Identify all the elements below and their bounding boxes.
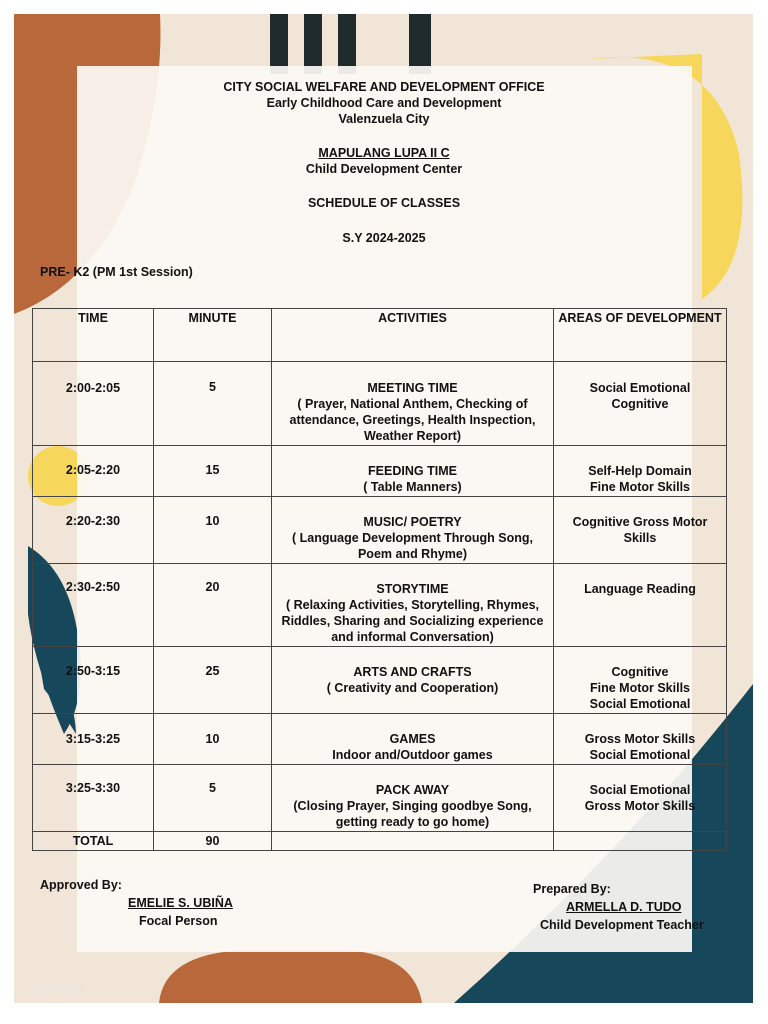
minute-cell: 25 (154, 647, 272, 714)
minute-cell: 10 (154, 714, 272, 765)
total-minutes: 90 (154, 832, 272, 851)
minute-cell: 15 (154, 446, 272, 497)
minute-cell: 5 (154, 765, 272, 832)
area-item: Social Emotional (589, 697, 691, 711)
area-item: Fine Motor Skills (589, 681, 690, 695)
time-cell: 2:20-2:30 (33, 497, 154, 564)
areas-cell (554, 647, 727, 714)
activity-title: FEEDING TIME (368, 464, 457, 478)
area-item: Gross Motor Skills (584, 732, 696, 746)
areas-cell (554, 714, 727, 765)
activity-title: PACK AWAY (375, 783, 450, 797)
header-minute: MINUTE (154, 309, 272, 362)
area-item: Cognitive (611, 665, 669, 679)
activity-detail: ( Relaxing Activities, Storytelling, Rhymes, Riddles, Sharing and Socializing experience and informal Conversation) (281, 598, 544, 644)
activity-cell (272, 564, 554, 647)
dark-stripe (338, 14, 356, 74)
activity-cell (272, 714, 554, 765)
header-time: TIME (33, 309, 154, 362)
center-type: Child Development Center (305, 162, 463, 176)
activity-detail: ( Language Development Through Song, Poem and Rhyme) (292, 531, 533, 561)
activity-detail: Indoor and/Outdoor games (332, 748, 493, 762)
watermark: rawpixel (28, 978, 84, 994)
minute-cell: 10 (154, 497, 272, 564)
activity-title: ARTS AND CRAFTS (353, 665, 472, 679)
areas-cell (554, 497, 727, 564)
time-cell: 2:30-2:50 (33, 564, 154, 647)
minute-cell: 5 (154, 362, 272, 446)
total-label: TOTAL (33, 832, 154, 851)
schedule-table (32, 308, 727, 851)
areas-cell (554, 765, 727, 832)
activity-detail: ( Prayer, National Anthem, Checking of attendance, Greetings, Health Inspection, Weather Report) (289, 397, 536, 443)
table-header-row (33, 309, 727, 362)
school-year: S.Y 2024-2025 (342, 231, 426, 245)
table-row (33, 765, 727, 832)
activity-cell (272, 765, 554, 832)
activity-cell (272, 362, 554, 446)
city-name: Valenzuela City (338, 112, 430, 126)
area-item: Fine Motor Skills (589, 480, 690, 494)
areas-cell (554, 564, 727, 647)
time-cell: 2:05-2:20 (33, 446, 154, 497)
table-row (33, 714, 727, 765)
approved-label: Approved By: (40, 878, 122, 892)
header-activities: ACTIVITIES (272, 309, 554, 362)
time-cell: 2:00-2:05 (33, 362, 154, 446)
table-row (33, 497, 727, 564)
dark-stripe (270, 14, 288, 74)
dark-stripe (409, 14, 431, 74)
activity-cell (272, 446, 554, 497)
table-row (33, 362, 727, 446)
document-title: SCHEDULE OF CLASSES (307, 196, 461, 210)
area-item: Self-Help Domain (588, 464, 692, 478)
activity-title: MEETING TIME (367, 381, 458, 395)
approver-name: EMELIE S. UBIÑA (128, 896, 233, 910)
table-row (33, 647, 727, 714)
total-row (33, 832, 727, 851)
total-empty-cell (554, 832, 727, 851)
area-item: Cognitive (611, 397, 669, 411)
preparer-name: ARMELLA D. TUDO (566, 900, 682, 914)
areas-cell (554, 362, 727, 446)
preparer-role: Child Development Teacher (540, 918, 704, 932)
total-empty-cell (272, 832, 554, 851)
center-name: MAPULANG LUPA II C (318, 146, 450, 160)
prepared-label: Prepared By: (533, 882, 611, 896)
activity-detail: (Closing Prayer, Singing goodbye Song, getting ready to go home) (293, 799, 532, 829)
areas-cell (554, 446, 727, 497)
area-item: Social Emotional (589, 381, 691, 395)
activity-detail: ( Creativity and Cooperation) (326, 681, 499, 695)
time-cell: 3:15-3:25 (33, 714, 154, 765)
activity-cell (272, 497, 554, 564)
activity-detail: ( Table Manners) (363, 480, 462, 494)
activity-title: STORYTIME (376, 582, 449, 596)
activity-title: GAMES (389, 732, 436, 746)
area-item: Gross Motor Skills (584, 799, 696, 813)
session-label: PRE- K2 (PM 1st Session) (40, 265, 193, 279)
minute-cell: 20 (154, 564, 272, 647)
time-cell: 3:25-3:30 (33, 765, 154, 832)
header-areas: AREAS OF DEVELOPMENT (554, 309, 727, 362)
program-name: Early Childhood Care and Development (266, 96, 502, 110)
table-row (33, 446, 727, 497)
area-item: Social Emotional (589, 783, 691, 797)
approver-role: Focal Person (139, 914, 218, 928)
activity-cell (272, 647, 554, 714)
area-item: Cognitive Gross Motor Skills (572, 515, 708, 545)
time-cell: 2:50-3:15 (33, 647, 154, 714)
office-name: CITY SOCIAL WELFARE AND DEVELOPMENT OFFICE (223, 80, 545, 94)
activity-title: MUSIC/ POETRY (363, 515, 462, 529)
table-row (33, 564, 727, 647)
area-item: Language Reading (584, 582, 696, 596)
area-item: Social Emotional (589, 748, 691, 762)
dark-stripe (304, 14, 322, 74)
rust-half-circle (159, 950, 422, 1003)
